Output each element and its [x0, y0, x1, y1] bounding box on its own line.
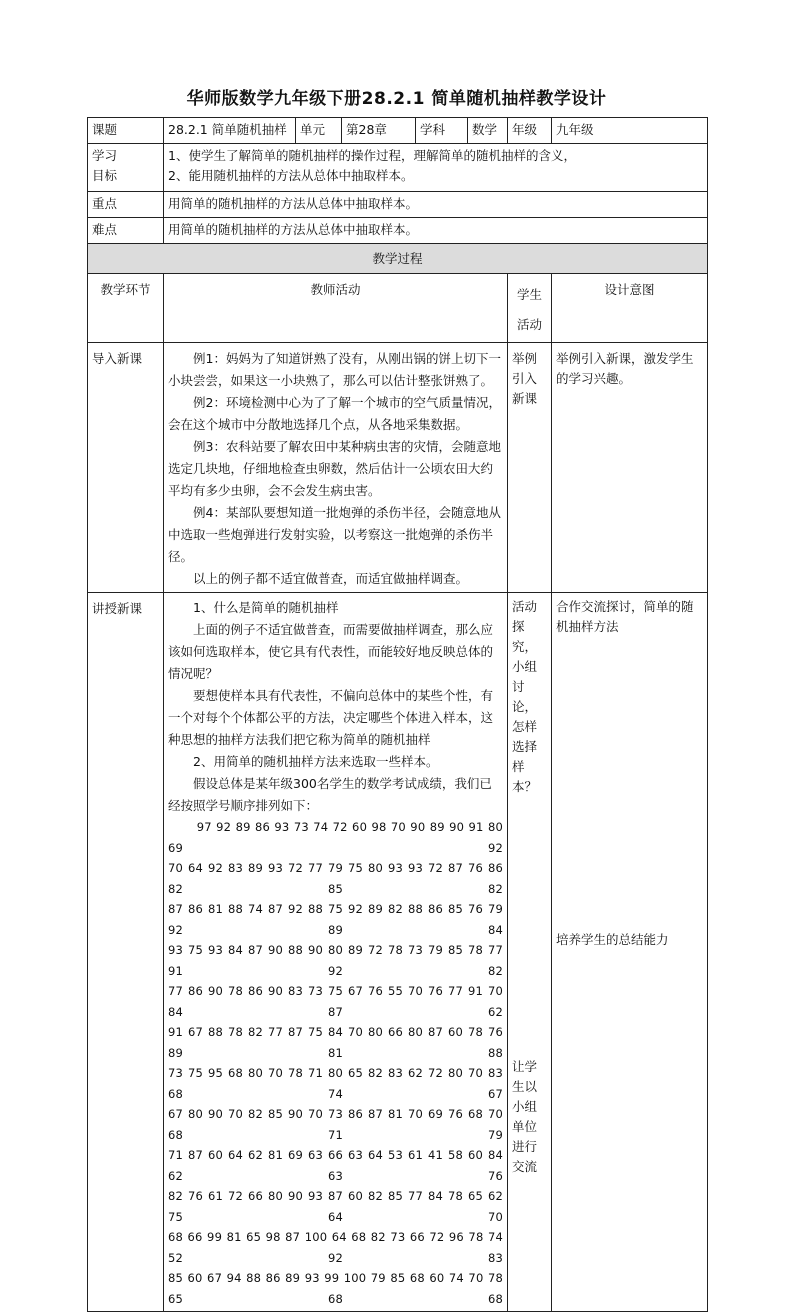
intro-student: 举例引入新课: [508, 343, 552, 593]
goals-label-line2: 目标: [92, 168, 118, 183]
score-line: 71 87 60 64 62 81 69 63 66 63 64 53 61 41 58 60 84 62 63 76: [168, 1148, 503, 1183]
score-list: [168, 817, 503, 1309]
col-stage: 教学环节: [88, 274, 164, 343]
intro-example-1: 例1：妈妈为了知道饼熟了没有，从刚出锅的饼上切下一小块尝尝，如果这一小块熟了，那么可以估计整张饼熟了。: [168, 351, 501, 388]
difficulty-text: 用简单的随机抽样的方法从总体中抽取样本。: [164, 218, 708, 244]
goals-label-line1: 学习: [92, 148, 118, 163]
intro-row: [88, 343, 708, 593]
lecture-para-1: 上面的例子不适宜做普查，而需要做抽样调查，那么应该如何选取样本，使它具有代表性，而能较好地反映总体的情况呢？: [168, 622, 494, 681]
goals-label: [88, 144, 164, 192]
key-point-label: 重点: [88, 192, 164, 218]
difficulty-row: [88, 218, 708, 244]
lecture-para-3: 假设总体是某年级300名学生的数学考试成绩，我们已经按照学号顺序排列如下：: [168, 776, 492, 813]
goal-1: 1、使学生了解简单的随机抽样的操作过程，理解简单的随机抽样的含义，: [168, 148, 576, 163]
lesson-label: 课题: [88, 118, 164, 144]
score-line: 68 66 99 81 65 98 87 100 64 68 82 73 66 72 96 78 74 52 92 83: [168, 1230, 503, 1265]
intro-example-4: 例4：某部队要想知道一批炮弹的杀伤半径，会随意地从中选取一些炮弹进行发射实验，以考察这一批炮弹的杀伤半径。: [168, 505, 501, 564]
subject-label: 学科: [416, 118, 468, 144]
intro-stage: 导入新课: [88, 343, 164, 593]
col-student: 学生活动: [508, 274, 552, 343]
col-intent: 设计意图: [552, 274, 708, 343]
lesson-value: 28.2.1 简单随机抽样: [164, 118, 296, 144]
lecture-stage: 讲授新课: [88, 593, 164, 1312]
score-line: 70 64 92 83 89 93 72 77 79 75 80 93 93 72 87 76 86 82 85 82: [168, 861, 503, 896]
score-line: 73 75 95 68 80 70 78 71 80 65 82 83 62 72 80 70 83 68 74 67: [168, 1066, 503, 1101]
goals-row: [88, 144, 708, 192]
score-line: 97 92 89 86 93 73 74 72 60 98 70 90 89 90 91 80 69 92: [168, 820, 503, 855]
lecture-para-2: 要想使样本具有代表性，不偏向总体中的某些个性，有一个对每个个体都公平的方法，决定哪些个体进入样本，这种思想的抽样方法我们把它称为简单的随机抽样: [168, 688, 494, 747]
grade-label: 年级: [508, 118, 552, 144]
lecture-heading-2: 2、用简单的随机抽样方法来选取一些样本。: [193, 754, 439, 769]
col-teacher: 教师活动: [164, 274, 508, 343]
key-point-text: 用简单的随机抽样的方法从总体中抽取样本。: [164, 192, 708, 218]
subject-value: 数学: [468, 118, 508, 144]
process-title-row: [88, 244, 708, 274]
difficulty-label: 难点: [88, 218, 164, 244]
column-header-row: [88, 274, 708, 343]
unit-label: 单元: [296, 118, 342, 144]
intro-intent: 举例引入新课，激发学生的学习兴趣。: [552, 343, 708, 593]
intro-example-2: 例2：环境检测中心为了了解一个城市的空气质量情况，会在这个城市中分散地选择几个点，从各地采集数据。: [168, 395, 501, 432]
header-row: [88, 118, 708, 144]
goal-2: 2、能用随机抽样的方法从总体中抽取样本。: [168, 168, 414, 183]
lecture-student-bottom: 让学生以小组单位进行交流: [512, 1059, 538, 1174]
goals-content: [164, 144, 708, 192]
score-line: 91 67 88 78 82 77 87 75 84 70 80 66 80 87 60 78 76 89 81 88: [168, 1025, 503, 1060]
lecture-intent-bottom: 培养学生的总结能力: [556, 932, 669, 947]
lecture-intent: [552, 593, 708, 1312]
intro-teacher: [164, 343, 508, 593]
score-line: 82 76 61 72 66 80 90 93 87 60 82 85 77 84 78 65 62 75 64 70: [168, 1189, 503, 1224]
score-line: 93 75 93 84 87 90 88 90 80 89 72 78 73 79 85 78 77 91 92 82: [168, 943, 503, 978]
lecture-teacher: [164, 593, 508, 1312]
lecture-heading-1: 1、什么是简单的随机抽样: [193, 600, 339, 615]
grade-value: 九年级: [552, 118, 708, 144]
lecture-student: [508, 593, 552, 1312]
score-line: 87 86 81 88 74 87 92 88 75 92 89 82 88 86 85 76 79 92 89 84: [168, 902, 503, 937]
intro-example-3: 例3：农科站要了解农田中某种病虫害的灾情，会随意地选定几块地，仔细地检查虫卵数，然后估计一公顷农田大约平均有多少虫卵，会不会发生病虫害。: [168, 439, 501, 498]
lecture-row: [88, 593, 708, 1312]
score-line: 77 86 90 78 86 90 83 73 75 67 76 55 70 76 77 91 70 84 87 62: [168, 984, 503, 1019]
intro-summary: 以上的例子都不适宜做普查，而适宜做抽样调查。: [193, 571, 469, 586]
score-line: 67 80 90 70 82 85 90 70 73 86 87 81 70 69 76 68 70 68 71 79: [168, 1107, 503, 1142]
process-title: 教学过程: [88, 244, 708, 274]
page-title: 华师版数学九年级下册28.2.1 简单随机抽样教学设计: [186, 89, 607, 109]
score-line: 85 60 67 94 88 86 89 93 99 100 79 85 68 60 74 70 78 65 68 68: [168, 1271, 503, 1306]
unit-value: 第28章: [342, 118, 416, 144]
lecture-student-top: 活动探究，小组讨论，怎样选择样本？: [512, 599, 538, 794]
lecture-intent-top: 合作交流探讨，简单的随机抽样方法: [556, 599, 694, 634]
lesson-plan-table: [87, 117, 708, 1312]
key-point-row: [88, 192, 708, 218]
